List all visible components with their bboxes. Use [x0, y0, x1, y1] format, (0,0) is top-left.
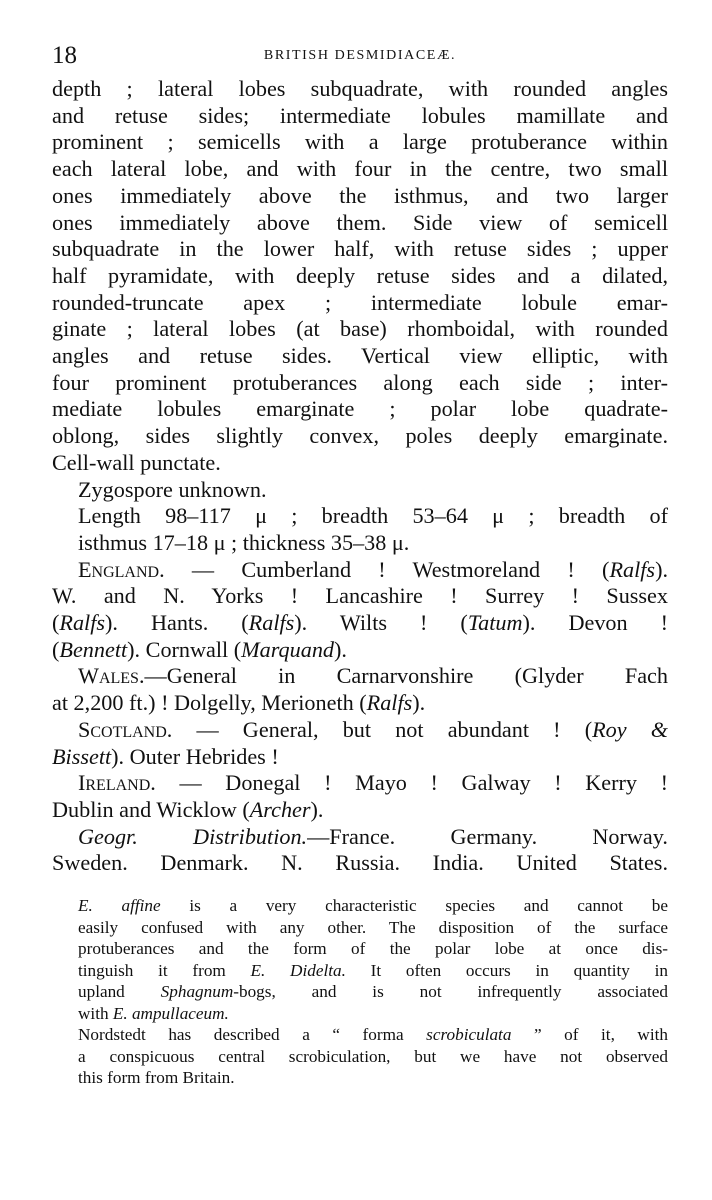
- zygospore-paragraph: [52, 477, 668, 504]
- text-line: ones immediately above the isthmus, and two larger: [52, 182, 668, 208]
- text-line: [52, 637, 668, 664]
- form-name: scrobiculata: [426, 1025, 512, 1045]
- running-title: BRITISH DESMIDIACEÆ.: [263, 48, 457, 63]
- text-line: ginate ; lateral lobes (at base) rhomboidal, with rounded: [52, 316, 668, 342]
- text-line: Sweden. Denmark. N. Russia. India. United States.: [52, 850, 668, 876]
- text-span: ).: [655, 556, 668, 582]
- text-line: [52, 610, 668, 637]
- text-span: ” of it, with: [511, 1025, 668, 1045]
- zygospore-text: Zygospore unknown.: [78, 476, 267, 502]
- note-paragraph: [52, 895, 668, 1024]
- collector-name: Marquand: [241, 636, 335, 662]
- region-label-wales: Wales.: [78, 663, 145, 689]
- text-line: this form from Britain.: [78, 1068, 235, 1088]
- collector-name: Bennett: [59, 636, 128, 662]
- text-line: and retuse sides; intermediate lobules mamillate and: [52, 102, 668, 128]
- text-span: (: [52, 636, 60, 662]
- text-span: — Cumberland ! Westmoreland ! (: [164, 556, 610, 582]
- text-span: with: [78, 1003, 113, 1023]
- species-name: E. affine: [78, 896, 161, 916]
- text-line: [52, 797, 668, 824]
- collector-name: Tatum: [467, 610, 523, 636]
- text-line: [52, 960, 668, 982]
- text-line: subquadrate in the lower half, with retuse sides ; upper: [52, 236, 668, 262]
- region-label-england: England.: [78, 556, 165, 582]
- text-line: Cell-wall punctate.: [52, 449, 221, 475]
- text-span: (: [52, 610, 60, 636]
- notes-section: [52, 895, 668, 1089]
- text-line: [52, 824, 668, 851]
- text-line: [52, 557, 668, 584]
- text-line: each lateral lobe, and with four in the centre, two small: [52, 156, 668, 182]
- collector-name: Ralfs: [609, 556, 656, 582]
- main-text: [52, 76, 668, 877]
- collector-name: Roy &: [592, 716, 668, 742]
- text-line: [52, 1003, 668, 1025]
- text-span: -bogs, and is not infrequently associated: [233, 982, 668, 1002]
- text-line: [52, 895, 668, 917]
- text-line: [52, 744, 668, 771]
- text-span: — General, but not abundant ! (: [172, 716, 593, 742]
- page-number: 18: [52, 42, 77, 69]
- text-span: ). Hants. (: [105, 610, 249, 636]
- collector-name: Ralfs: [59, 610, 106, 636]
- text-line: prominent ; semicells with a large protuberance within: [52, 129, 668, 155]
- wales-record: [52, 663, 668, 716]
- text-line: angles and retuse sides. Vertical view elliptic, with: [52, 343, 668, 369]
- scotland-record: [52, 717, 668, 770]
- collector-name: Ralfs: [366, 690, 413, 716]
- text-line: isthmus 17–18 μ ; thickness 35–38 μ.: [78, 529, 410, 555]
- text-span: tinguish it from: [78, 960, 251, 980]
- text-line: Length 98–117 μ ; breadth 53–64 μ ; breadth of: [78, 503, 668, 529]
- text-line: rounded-truncate apex ; intermediate lobule emar-: [52, 289, 668, 315]
- text-line: four prominent protuberances along each side ; inter-: [52, 369, 668, 395]
- text-span: Dublin and Wicklow (: [52, 796, 250, 822]
- text-span: —General in Carnarvonshire (Glyder Fach: [144, 663, 668, 689]
- text-line: a conspicuous central scrobiculation, but we have not observed: [78, 1046, 668, 1066]
- text-span: It often occurs in quantity in: [345, 960, 668, 980]
- distribution-label: Geogr. Distribution.: [78, 823, 308, 849]
- note-paragraph: [52, 1024, 668, 1089]
- text-span: is a very characteristic species and cannot be: [160, 896, 668, 916]
- text-span: ).: [334, 636, 347, 662]
- text-line: protuberances and the form of the polar lobe at once dis-: [78, 939, 668, 959]
- text-span: ). Cornwall (: [127, 636, 242, 662]
- text-span: Nordstedt has described a “ forma: [78, 1025, 427, 1045]
- text-line: [52, 1024, 668, 1046]
- text-span: at 2,200 ft.) ! Dolgelly, Merioneth (: [52, 690, 367, 716]
- text-line: [52, 690, 668, 717]
- collector-name: Archer: [249, 796, 311, 822]
- region-label-scotland: Scotland.: [78, 716, 173, 742]
- page-header: [52, 36, 668, 76]
- text-line: mediate lobules emarginate ; polar lobe quadrate-: [52, 396, 668, 422]
- text-span: ). Outer Hebrides !: [111, 743, 279, 769]
- ireland-record: [52, 770, 668, 823]
- england-record: [52, 557, 668, 664]
- text-span: — Donegal ! Mayo ! Galway ! Kerry !: [155, 770, 668, 796]
- text-span: ).: [310, 796, 324, 822]
- text-line: [52, 981, 668, 1003]
- text-span: ). Wilts ! (: [294, 610, 468, 636]
- text-span: upland: [78, 982, 161, 1002]
- species-name: E. ampullaceum.: [112, 1003, 229, 1023]
- distribution-record: [52, 824, 668, 877]
- text-line: depth ; lateral lobes subquadrate, with rounded angles: [52, 76, 668, 101]
- text-line: [52, 717, 668, 744]
- collector-name: Bissett: [52, 743, 112, 769]
- species-description: [52, 76, 668, 477]
- region-label-ireland: Ireland.: [78, 770, 156, 796]
- text-span: ).: [412, 690, 426, 716]
- measurements-paragraph: [52, 503, 668, 556]
- text-line: W. and N. Yorks ! Lancashire ! Surrey ! Sussex: [52, 583, 668, 609]
- genus-name: Sphagnum: [160, 982, 234, 1002]
- species-name: E. Didelta.: [250, 960, 346, 980]
- text-line: half pyramidate, with deeply retuse sides and a dilated,: [52, 262, 668, 288]
- text-line: [52, 770, 668, 797]
- text-line: ones immediately above them. Side view of semicell: [52, 209, 668, 235]
- text-span: —France. Germany. Norway.: [307, 823, 668, 849]
- text-span: ). Devon !: [522, 610, 668, 636]
- text-line: easily confused with any other. The disposition of the surface: [78, 917, 668, 937]
- text-line: oblong, sides slightly convex, poles deeply emarginate.: [52, 423, 668, 449]
- collector-name: Ralfs: [248, 610, 295, 636]
- text-line: [52, 663, 668, 690]
